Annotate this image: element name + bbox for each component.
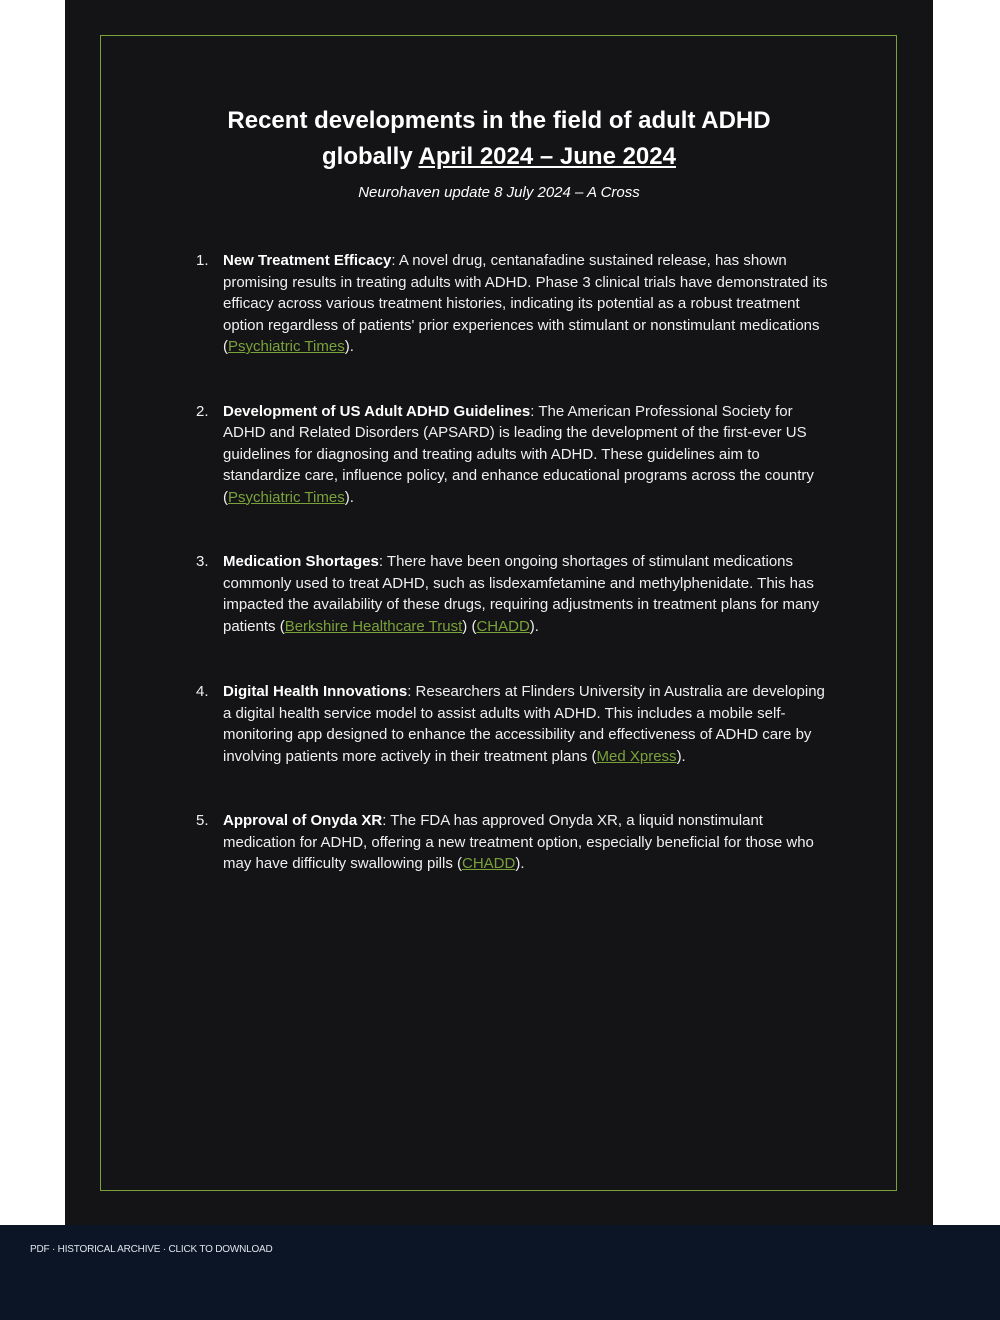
source-link[interactable]: Psychiatric Times — [228, 338, 345, 355]
item-heading: Medication Shortages — [223, 553, 379, 570]
list-item — [196, 250, 836, 358]
item-tail: ). — [515, 855, 525, 872]
item-tail: ). — [344, 488, 354, 506]
item-number: 1. — [196, 252, 209, 269]
source-link[interactable]: CHADD — [476, 617, 530, 635]
developments-list — [196, 250, 836, 875]
item-body: : A novel drug, centanafadine sustained release, has shown promising results in treating adults with ADHD. Phase 3 clinical trials have demonstrated its efficacy across various treatment histories, indicating its potential as a robust treatment option regardless of patients' prior experiences with stimulant or nonstimulant medications ( — [223, 252, 828, 355]
item-heading: New Treatment Efficacy — [223, 252, 392, 269]
source-link[interactable]: Berkshire Healthcare Trust — [284, 617, 463, 635]
item-number: 2. — [196, 402, 209, 420]
document-subtitle: Neurohaven update 8 July 2024 – A Cross — [358, 184, 640, 201]
item-number: 5. — [196, 812, 209, 829]
item-number: 3. — [196, 553, 209, 570]
list-item — [196, 810, 836, 875]
item-heading: Development of US Adult ADHD Guidelines — [223, 402, 531, 420]
list-item — [196, 401, 836, 509]
item-tail: ). — [344, 338, 354, 355]
item-tail: ). — [529, 617, 539, 635]
download-bar[interactable] — [0, 1225, 1000, 1320]
title-date-range: April 2024 – June 2024 — [418, 143, 676, 170]
title-line-1: Recent developments in the field of adult ADHD — [227, 107, 771, 134]
title-line-2-prefix: globally — [322, 143, 413, 170]
source-link[interactable]: CHADD — [461, 855, 516, 872]
source-link[interactable]: Psychiatric Times — [228, 488, 345, 506]
item-heading: Approval of Onyda XR — [223, 812, 383, 829]
item-number: 4. — [196, 683, 209, 700]
list-item — [196, 681, 836, 767]
source-link[interactable]: Med Xpress — [596, 747, 677, 765]
download-label[interactable]: PDF · HISTORICAL ARCHIVE · CLICK TO DOWNLOAD — [30, 1244, 273, 1255]
item-body: : Researchers at Flinders University in Australia are developing a digital health service model to assist adults with ADHD. This includes a mobile self-monitoring app designed to enhance the accessibility and effectiveness of ADHD care by involving patients more actively in their treatment plans ( — [223, 683, 825, 765]
item-body: : The American Professional Society for ADHD and Related Disorders (APSARD) is leading the development of the first-ever US guidelines for diagnosing and treating adults with ADHD. These guidelines aim to standardize care, influence policy, and enhance educational programs across the country ( — [223, 402, 814, 506]
item-tail: ). — [676, 747, 686, 765]
item-body: : There have been ongoing shortages of stimulant medications commonly used to treat ADHD, such as lisdexamfetamine and methylphenidate. This has impacted the availability of these drugs, requiring adjustments in treatment plans for many patients ( — [223, 553, 820, 635]
item-body: : The FDA has approved Onyda XR, a liquid nonstimulant medication for ADHD, offering a new treatment option, especially beneficial for those who may have difficulty swallowing pills ( — [223, 812, 814, 872]
document-title — [65, 103, 933, 175]
title-line-2 — [65, 139, 933, 175]
list-item — [196, 551, 836, 637]
item-heading: Digital Health Innovations — [223, 683, 408, 700]
document-page — [65, 0, 933, 1225]
item-mid: ) ( — [462, 617, 477, 635]
